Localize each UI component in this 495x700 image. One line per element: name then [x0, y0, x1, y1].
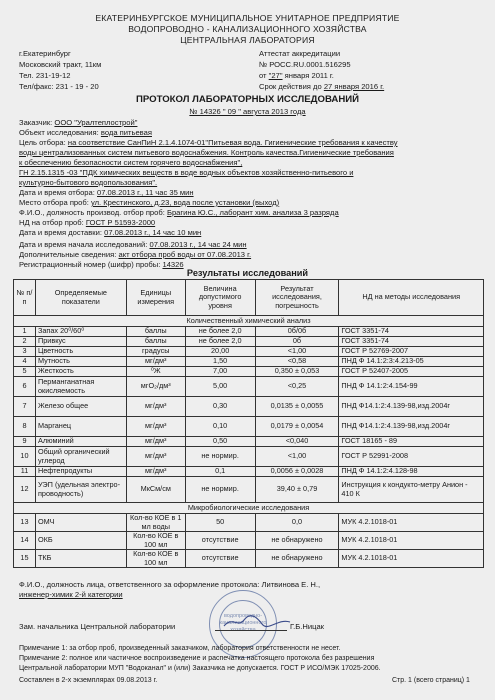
row-unit: мг/дм³: [126, 357, 185, 367]
row-indicator: Общий органический углерод: [35, 447, 126, 467]
protocol-number: № 14326 " 09 " августа 2013 года: [189, 107, 306, 116]
table-row: [14, 550, 484, 568]
row-number: 11: [14, 467, 36, 477]
sampler-fio: Ф.И.О., должность производ. отбор проб: Брагина Ю.С., лаборант хим. анализа 3 разряда: [19, 208, 339, 217]
accreditation-term: Срок действия до 27 января 2016 г.: [259, 82, 385, 91]
row-number: 10: [14, 447, 36, 467]
responsible-line1: Ф.И.О., должность лица, ответственного за оформление протокола: Литвинова Е. Н.,: [19, 580, 321, 589]
signature-line: [215, 630, 287, 631]
row-limit: 20,00: [185, 347, 255, 357]
signature-mark: [222, 614, 292, 630]
row-limit: 50: [185, 514, 255, 532]
purpose-line2: воды централизованных систем питьевого водоснабжения. Контроль качества.Гигиенические требования: [19, 148, 394, 157]
row-result: не обнаружено: [255, 550, 339, 568]
row-method: МУК 4.2.1018-01: [339, 550, 484, 568]
accreditation-number: № РОСС.RU.0001.516295: [259, 60, 351, 69]
header-method: НД на методы исследования: [339, 280, 484, 316]
purpose-line1: Цель отбора: на соответствие СанПиН 2.1.4.1074-01"Питьевая вода. Гигиенические требования к качеству: [19, 138, 398, 147]
row-indicator: Привкус: [35, 337, 126, 347]
organization-stamp: водопроводно-канализационного хозяйства: [209, 590, 277, 658]
table-row: [14, 357, 484, 367]
row-unit: мг/дм³: [126, 397, 185, 417]
table-row: [14, 447, 484, 467]
row-result: 0,350 ± 0,053: [255, 367, 339, 377]
row-indicator: ТКБ: [35, 550, 126, 568]
row-indicator: Перманганатная окисляемость: [35, 377, 126, 397]
row-result: 0,0135 ± 0,0055: [255, 397, 339, 417]
accreditation-title: Аттестат аккредитации: [259, 49, 341, 58]
table-row: [14, 437, 484, 447]
responsible-line2: инженер-химик 2-й категории: [19, 590, 123, 599]
row-indicator: Нефтепродукты: [35, 467, 126, 477]
sampling-nd: НД на отбор проб: ГОСТ Р 51593-2000: [19, 218, 156, 227]
row-indicator: Марганец: [35, 417, 126, 437]
note-1: Примечание 1: за отбор проб, произведенный заказчиком, лаборатория ответственности не несет.: [19, 645, 341, 652]
row-method: ГОСТ 3351-74: [339, 337, 484, 347]
row-method: ГОСТ 3351-74: [339, 327, 484, 337]
row-number: 7: [14, 397, 36, 417]
table-row: [14, 467, 484, 477]
delivery-datetime: Дата и время доставки: 07.08.2013 г., 14 час 10 мин: [19, 228, 202, 237]
row-unit: мгО₂/дм³: [126, 377, 185, 397]
page-count: Стр. 1 (всего страниц) 1: [392, 677, 470, 684]
row-number: 5: [14, 367, 36, 377]
row-unit: Кол-во КОЕ в 100 мл: [126, 532, 185, 550]
row-indicator: Алюминий: [35, 437, 126, 447]
row-indicator: Цветность: [35, 347, 126, 357]
row-indicator: Запах 20⁰/60⁰: [35, 327, 126, 337]
purpose-line3: к обеспечению безопасности систем горячего водоснабжения",: [19, 158, 243, 167]
row-result: 0б: [255, 337, 339, 347]
head-title: Зам. начальника Центральной лаборатории: [19, 622, 176, 631]
table-row: [14, 477, 484, 503]
header-number: № п/п: [14, 280, 36, 316]
research-start: Дата и время начала исследований: 07.08.2013 г., 14 час 24 мин: [19, 240, 247, 249]
accreditation-date: от "27" января 2011 г.: [259, 71, 334, 80]
purpose-line4: ГН 2.15.1315 -03 "ПДК химических веществ в воде водных объектов хозяйственно-питьевого и: [19, 168, 354, 177]
table-row: [14, 337, 484, 347]
table-row: [14, 377, 484, 397]
row-result: 0б/0б: [255, 327, 339, 337]
row-result: <1,00: [255, 347, 339, 357]
protocol-title: ПРОТОКОЛ ЛАБОРАТОРНЫХ ИССЛЕДОВАНИЙ: [135, 94, 360, 105]
row-number: 4: [14, 357, 36, 367]
header-indicator: Определяемые показатели: [35, 280, 126, 316]
row-method: МУК 4.2.1018-01: [339, 532, 484, 550]
row-unit: мг/дм³: [126, 417, 185, 437]
row-unit: баллы: [126, 327, 185, 337]
row-indicator: Мутность: [35, 357, 126, 367]
row-number: 8: [14, 417, 36, 437]
table-row: [14, 514, 484, 532]
section-chem: Количественный химический анализ: [14, 316, 484, 327]
row-indicator: Жесткость: [35, 367, 126, 377]
row-limit: отсутствие: [185, 532, 255, 550]
row-unit: мг/дм³: [126, 437, 185, 447]
row-number: 2: [14, 337, 36, 347]
org-address: Московский тракт, 11км: [19, 60, 102, 69]
row-indicator: Железо общее: [35, 397, 126, 417]
row-indicator: УЭП (удельная электро-проводность): [35, 477, 126, 503]
row-result: <0,25: [255, 377, 339, 397]
row-result: <0,040: [255, 437, 339, 447]
registration-number: Регистрационный номер (шифр) пробы: 14326: [19, 260, 184, 269]
row-number: 14: [14, 532, 36, 550]
org-name-line2: ВОДОПРОВОДНО - КАНАЛИЗАЦИОННОГО ХОЗЯЙСТВА: [128, 24, 367, 34]
row-limit: 0,30: [185, 397, 255, 417]
row-result: <1,00: [255, 447, 339, 467]
table-row: [14, 327, 484, 337]
row-unit: МкСм/см: [126, 477, 185, 503]
row-unit: ⁰Ж: [126, 367, 185, 377]
row-result: <0,58: [255, 357, 339, 367]
row-method: ГОСТ Р 52407-2005: [339, 367, 484, 377]
row-number: 6: [14, 377, 36, 397]
org-phone: Тел. 231-19-12: [19, 71, 71, 80]
row-number: 1: [14, 327, 36, 337]
row-indicator: ОМЧ: [35, 514, 126, 532]
table-row: [14, 347, 484, 357]
row-limit: не более 2,0: [185, 337, 255, 347]
row-method: ГОСТ Р 52769-2007: [339, 347, 484, 357]
row-result: не обнаружено: [255, 532, 339, 550]
org-fax: Тел/факс: 231 - 19 - 20: [19, 82, 99, 91]
table-row: [14, 367, 484, 377]
table-row: [14, 532, 484, 550]
org-name-line3: ЦЕНТРАЛЬНАЯ ЛАБОРАТОРИЯ: [180, 35, 315, 45]
row-method: Инструкция к кондукто-метру Анион - 410 К: [339, 477, 484, 503]
row-method: ПНД Ф 14.1:2:4.128-98: [339, 467, 484, 477]
row-limit: 0,50: [185, 437, 255, 447]
section-micro: Микробиологические исследования: [14, 503, 484, 514]
purpose-line5: культурно-бытового водопользования".: [19, 178, 158, 187]
extra-info: Дополнительные сведения: акт отбора проб воды от 07.08.2013 г.: [19, 250, 252, 259]
row-indicator: ОКБ: [35, 532, 126, 550]
results-table: [13, 279, 484, 568]
header-units: Единицы измерения: [126, 280, 185, 316]
row-limit: 0,10: [185, 417, 255, 437]
note-2: Примечание 2: полное или частичное воспроизведение и распечатка настоящего протокола без разрешения: [19, 655, 375, 662]
customer-line: Заказчик: ООО "Уралтеплострой": [19, 118, 138, 127]
row-limit: 1,50: [185, 357, 255, 367]
table-row: [14, 397, 484, 417]
row-result: 0,0179 ± 0,0054: [255, 417, 339, 437]
object-line: Объект исследования: вода питьевая: [19, 128, 152, 137]
row-number: 3: [14, 347, 36, 357]
table-row: [14, 417, 484, 437]
row-number: 12: [14, 477, 36, 503]
head-name: Г.Б.Ницак: [290, 622, 325, 631]
row-limit: 5,00: [185, 377, 255, 397]
row-unit: Кол-во КОЕ в 1 мл воды: [126, 514, 185, 532]
row-unit: мг/дм³: [126, 467, 185, 477]
row-method: МУК 4.2.1018-01: [339, 514, 484, 532]
row-method: ГОСТ 18165 - 89: [339, 437, 484, 447]
note-3: Центральной лаборатории МУП "Водоканал" и (или) Заказчика не допускается. ГОСТ Р ИСО/МЭК 17025-2006.: [19, 665, 381, 672]
row-number: 13: [14, 514, 36, 532]
row-limit: отсутствие: [185, 550, 255, 568]
row-unit: Кол-во КОЕ в 100 мл: [126, 550, 185, 568]
row-method: ПНД Ф 14.1:2:3:4.213-05: [339, 357, 484, 367]
sampling-place: Место отбора проб: ул. Крестинского, д.23, вода после установки (выход): [19, 198, 280, 207]
row-limit: не нормир.: [185, 477, 255, 503]
copies-note: Составлен в 2-х экземплярах 09.08.2013 г.: [19, 677, 158, 684]
row-unit: баллы: [126, 337, 185, 347]
row-method: ПНД Ф14.1:2:4.139-98,изд.2004г: [339, 417, 484, 437]
header-result: Результат исследования, погрешность: [255, 280, 339, 316]
row-method: ПНД Ф14.1:2:4.139-98,изд.2004г: [339, 397, 484, 417]
row-unit: градусы: [126, 347, 185, 357]
row-method: ПНД Ф 14.1:2:4.154-99: [339, 377, 484, 397]
row-method: ГОСТ Р 52991-2008: [339, 447, 484, 467]
row-limit: 7,00: [185, 367, 255, 377]
org-name-line1: ЕКАТЕРИНБУРГСКОЕ МУНИЦИПАЛЬНОЕ УНИТАРНОЕ ПРЕДПРИЯТИЕ: [95, 13, 400, 23]
row-limit: не нормир.: [185, 447, 255, 467]
sampling-datetime: Дата и время отбора: 07.08.2013 г., 11 час 35 мин: [19, 188, 194, 197]
results-title: Результаты исследований: [186, 268, 309, 278]
row-number: 9: [14, 437, 36, 447]
row-unit: мг/дм³: [126, 447, 185, 467]
row-result: 0,0: [255, 514, 339, 532]
row-limit: 0,1: [185, 467, 255, 477]
row-limit: не более 2,0: [185, 327, 255, 337]
row-result: 0,0056 ± 0,0028: [255, 467, 339, 477]
row-number: 15: [14, 550, 36, 568]
row-result: 39,40 ± 0,79: [255, 477, 339, 503]
org-city: г.Екатеринбург: [19, 49, 71, 58]
header-limit: Величина допустимого уровня: [185, 280, 255, 316]
